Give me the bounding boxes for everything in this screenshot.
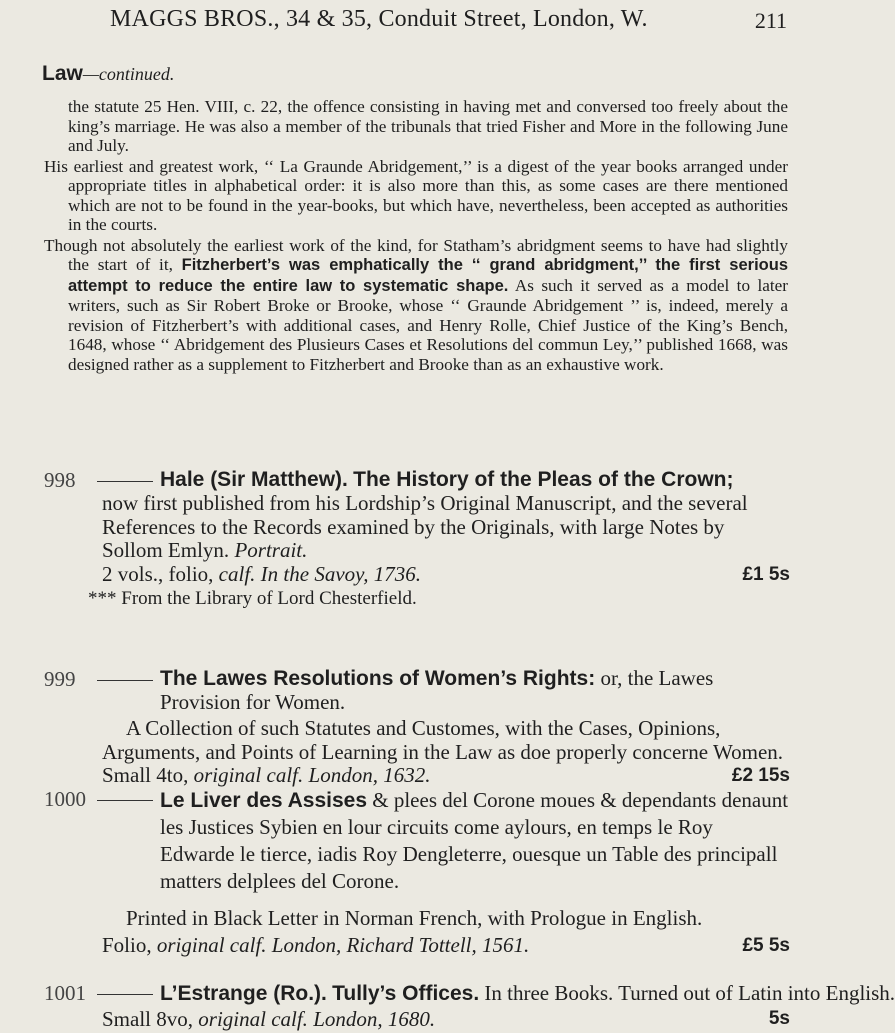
entry-price: £1 5s <box>742 563 790 585</box>
entry-body-cont <box>102 717 790 788</box>
entry-dash <box>97 680 153 681</box>
entry-price: £2 15s <box>731 765 790 786</box>
law-paragraph-emphasis: Fitzherbert’s was emphatically the ‘‘ grand abridgment,’’ the first serious attempt to reduce the entire law to systematic shape. <box>68 256 788 295</box>
law-introduction <box>44 97 788 375</box>
entry-details <box>102 764 790 788</box>
entry-note: *** From the Library of Lord Chesterfield. <box>88 588 417 609</box>
entry-imprint: London, 1632. <box>308 763 431 787</box>
law-paragraph: the statute 25 Hen. VIII, c. 22, the offence consisting in having met and conversed too freely about the king’s marriage. He was also a member of the tribunals that tried Fisher and More in the following June and July. <box>68 97 788 155</box>
entry-binding: original calf. <box>198 1007 308 1031</box>
entry-description: & plees del Corone moues & dependants denaunt les Justices Sybien en lour circuits come aylours, en temps le Roy Edwarde le tierce, iadis Roy Dengleterre, ouesque un Table des principall matters delplees del Corone. <box>160 788 789 893</box>
entry-body <box>160 787 790 895</box>
law-paragraph <box>44 236 788 375</box>
entry-details <box>102 1007 790 1031</box>
section-continued: —continued. <box>82 64 175 84</box>
entry-title: L’Estrange (Ro.). <box>160 982 327 1005</box>
publisher-header: MAGGS BROS., 34 & 35, Conduit Street, London, W. <box>110 6 648 32</box>
entry-body-cont <box>102 905 790 959</box>
entry-number: 1001 <box>44 981 86 1005</box>
entry-format: Small 8vo, <box>102 1007 194 1031</box>
entry-format: Small 4to, <box>102 763 189 787</box>
page-number: 211 <box>754 8 787 33</box>
entry-details <box>102 932 790 959</box>
entry-dash <box>97 994 153 995</box>
entry-description: In three Books. Turned out of Latin into English. <box>484 981 895 1005</box>
entry-work: Tully’s Offices. <box>332 982 480 1005</box>
entry-binding: original calf. <box>193 763 304 787</box>
entry-title: Le Liver des Assises <box>160 789 368 812</box>
entry-imprint: In the Savoy, 1736. <box>260 561 422 586</box>
entry-imprint: London, Richard Tottell, 1561. <box>271 933 530 957</box>
entry-format: Folio, <box>102 933 152 957</box>
page-header <box>0 6 801 42</box>
entry-number: 998 <box>44 468 76 492</box>
entry-dash <box>97 481 153 482</box>
section-heading <box>42 62 174 86</box>
entry-description: A Collection of such Statutes and Customes, with the Cases, Opinions, Arguments, and Points of Learning in the Law as doe properly concerne Women. <box>102 716 784 764</box>
law-paragraph: His earliest and greatest work, ‘‘ La Graunde Abridgement,’’ is a digest of the year books arranged under appropriate titles in alphabetical order: it is also more than this, as some cases are there mentioned which are not to be found in the year-books, but which have, nevertheless, been accepted as authorities in the courts. <box>44 156 788 234</box>
entry-body <box>160 667 790 714</box>
entry-binding: original calf. <box>156 933 267 957</box>
entry-details <box>102 563 790 587</box>
entry-title: The Lawes Resolutions of Women’s Rights: <box>160 667 596 690</box>
entry-imprint: London, 1680. <box>313 1007 436 1031</box>
entry-body-cont <box>102 1007 790 1033</box>
law-paragraph-text: As such it served as a model to later writers, such as Sir Robert Broke or Brooke, whose ‘‘ Graunde Abridgement ’’ is, indeed, merely a revision of Fitzherbert’s with additional cases, and Henry Rolle, Chief Justice of the King’s Bench, 1648, whose ‘‘ Abridgement des Plusieurs Cases et Resolutions del commun Ley,’’ published 1668, was designed rather as a supplement to Fitzherbert and Brooke than as an exhaustive work. <box>68 275 788 374</box>
entry-binding: calf. <box>218 561 256 586</box>
section-title: Law <box>42 62 83 85</box>
entry-subtitle: or, the Lawes Provision for Women. <box>160 666 714 714</box>
entry-work: The History of the Pleas of the Crown; <box>353 468 734 491</box>
entry-title: Hale (Sir Matthew). <box>160 468 348 491</box>
entry-body-cont <box>102 492 790 586</box>
entry-price: 5s <box>768 1008 790 1029</box>
entry-dash <box>97 800 153 801</box>
entry-printed: Printed in Black Letter in Norman French, with Prologue in English. <box>126 906 703 930</box>
entry-portrait: Portrait. <box>234 538 308 562</box>
entry-format: 2 vols., folio, <box>102 561 214 586</box>
entry-price: £5 5s <box>742 935 790 956</box>
entry-body <box>160 468 790 492</box>
law-paragraph-text: Though not absolutely the earliest work of the kind, for Statham’s abridgment seems to have had slightly the start of it, <box>44 235 788 274</box>
entry-body <box>160 981 895 1006</box>
entry-number: 1000 <box>44 787 86 811</box>
entry-number: 999 <box>44 667 76 691</box>
entry-description: now first published from his Lordship’s Original Manuscript, and the several References to the Records examined by the Originals, with large Notes by Sollom Emlyn. <box>102 491 748 562</box>
